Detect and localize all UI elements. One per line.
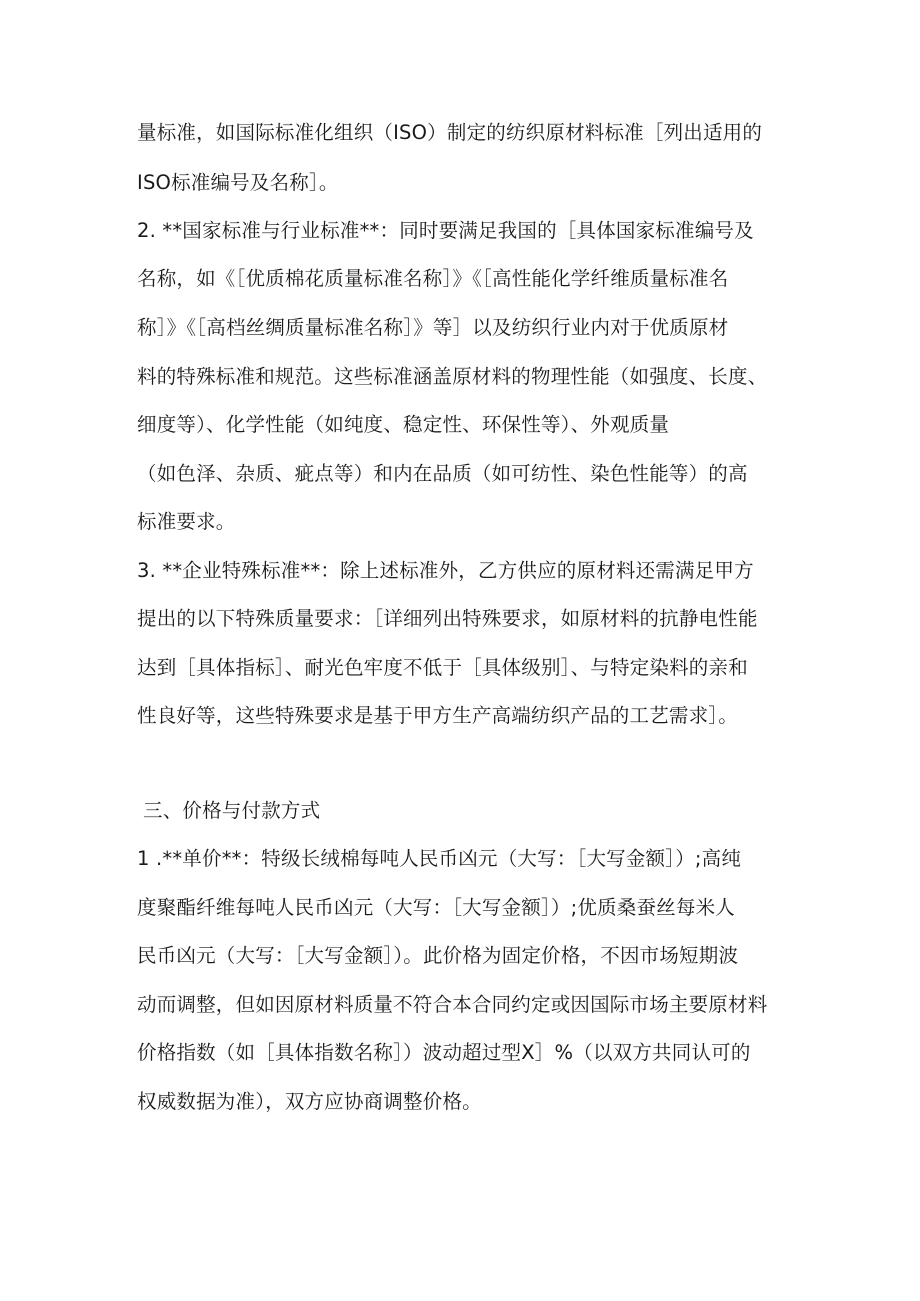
paragraph-line: ISO标准编号及名称］。 xyxy=(137,171,339,194)
section-heading: 三、价格与付款方式 xyxy=(143,799,321,822)
paragraph-line: 权威数据为准），双方应协商调整价格。 xyxy=(137,1090,482,1113)
paragraph-line: 动而调整，但如因原材料质量不符合本合同约定或因国际市场主要原材料 xyxy=(137,993,768,1016)
paragraph-line: 度聚酯纤维每吨人民币凶元（大写：［大写金额］）;优质桑蚕丝每米人 xyxy=(137,896,735,919)
paragraph-line: 2. **国家标准与行业标准**：同时要满足我国的［具体国家标准编号及 xyxy=(137,219,754,242)
paragraph-line: 1 .**单价**：特级长绒棉每吨人民币凶元（大写：［大写金额］）;高纯 xyxy=(137,847,742,870)
paragraph-line: 料的特殊标准和规范。这些标准涵盖原材料的物理性能（如强度、长度、 xyxy=(137,365,768,388)
paragraph-line: 称］》《［高档丝绸质量标准名称］》等］以及纺织行业内对于优质原材 xyxy=(137,316,729,339)
paragraph-line: 标准要求。 xyxy=(137,510,236,533)
paragraph-line: 达到［具体指标］、耐光色牢度不低于［具体级别］、与特定染料的亲和 xyxy=(137,656,748,679)
paragraph-line: 民币凶元（大写：［大写金额］）。此价格为固定价格，不因市场短期波 xyxy=(137,944,739,967)
paragraph-line: 细度等）、化学性能（如纯度、稳定性、环保性等）、外观质量 xyxy=(137,413,670,436)
paragraph-line: （如色泽、杂质、疵点等）和内在品质（如可纺性、染色性能等）的高 xyxy=(137,462,748,485)
paragraph-line: 提出的以下特殊质量要求：［详细列出特殊要求，如原材料的抗静电性能 xyxy=(137,607,758,630)
paragraph-line: 价格指数（如［具体指数名称］）波动超过型X］%（以双方共同认可的 xyxy=(137,1041,751,1064)
paragraph-line: 3. **企业特殊标准**：除上述标准外，乙方供应的原材料还需满足甲方 xyxy=(137,559,754,582)
paragraph-line: 名称，如《［优质棉花质量标准名称］》《［高性能化学纤维质量标准名 xyxy=(137,267,729,290)
paragraph-line: 性良好等，这些特殊要求是基于甲方生产高端纺织产品的工艺需求］。 xyxy=(137,704,738,727)
paragraph-line: 量标准，如国际标准化组织（ISO）制定的纺织原材料标准［列出适用的 xyxy=(137,121,763,144)
